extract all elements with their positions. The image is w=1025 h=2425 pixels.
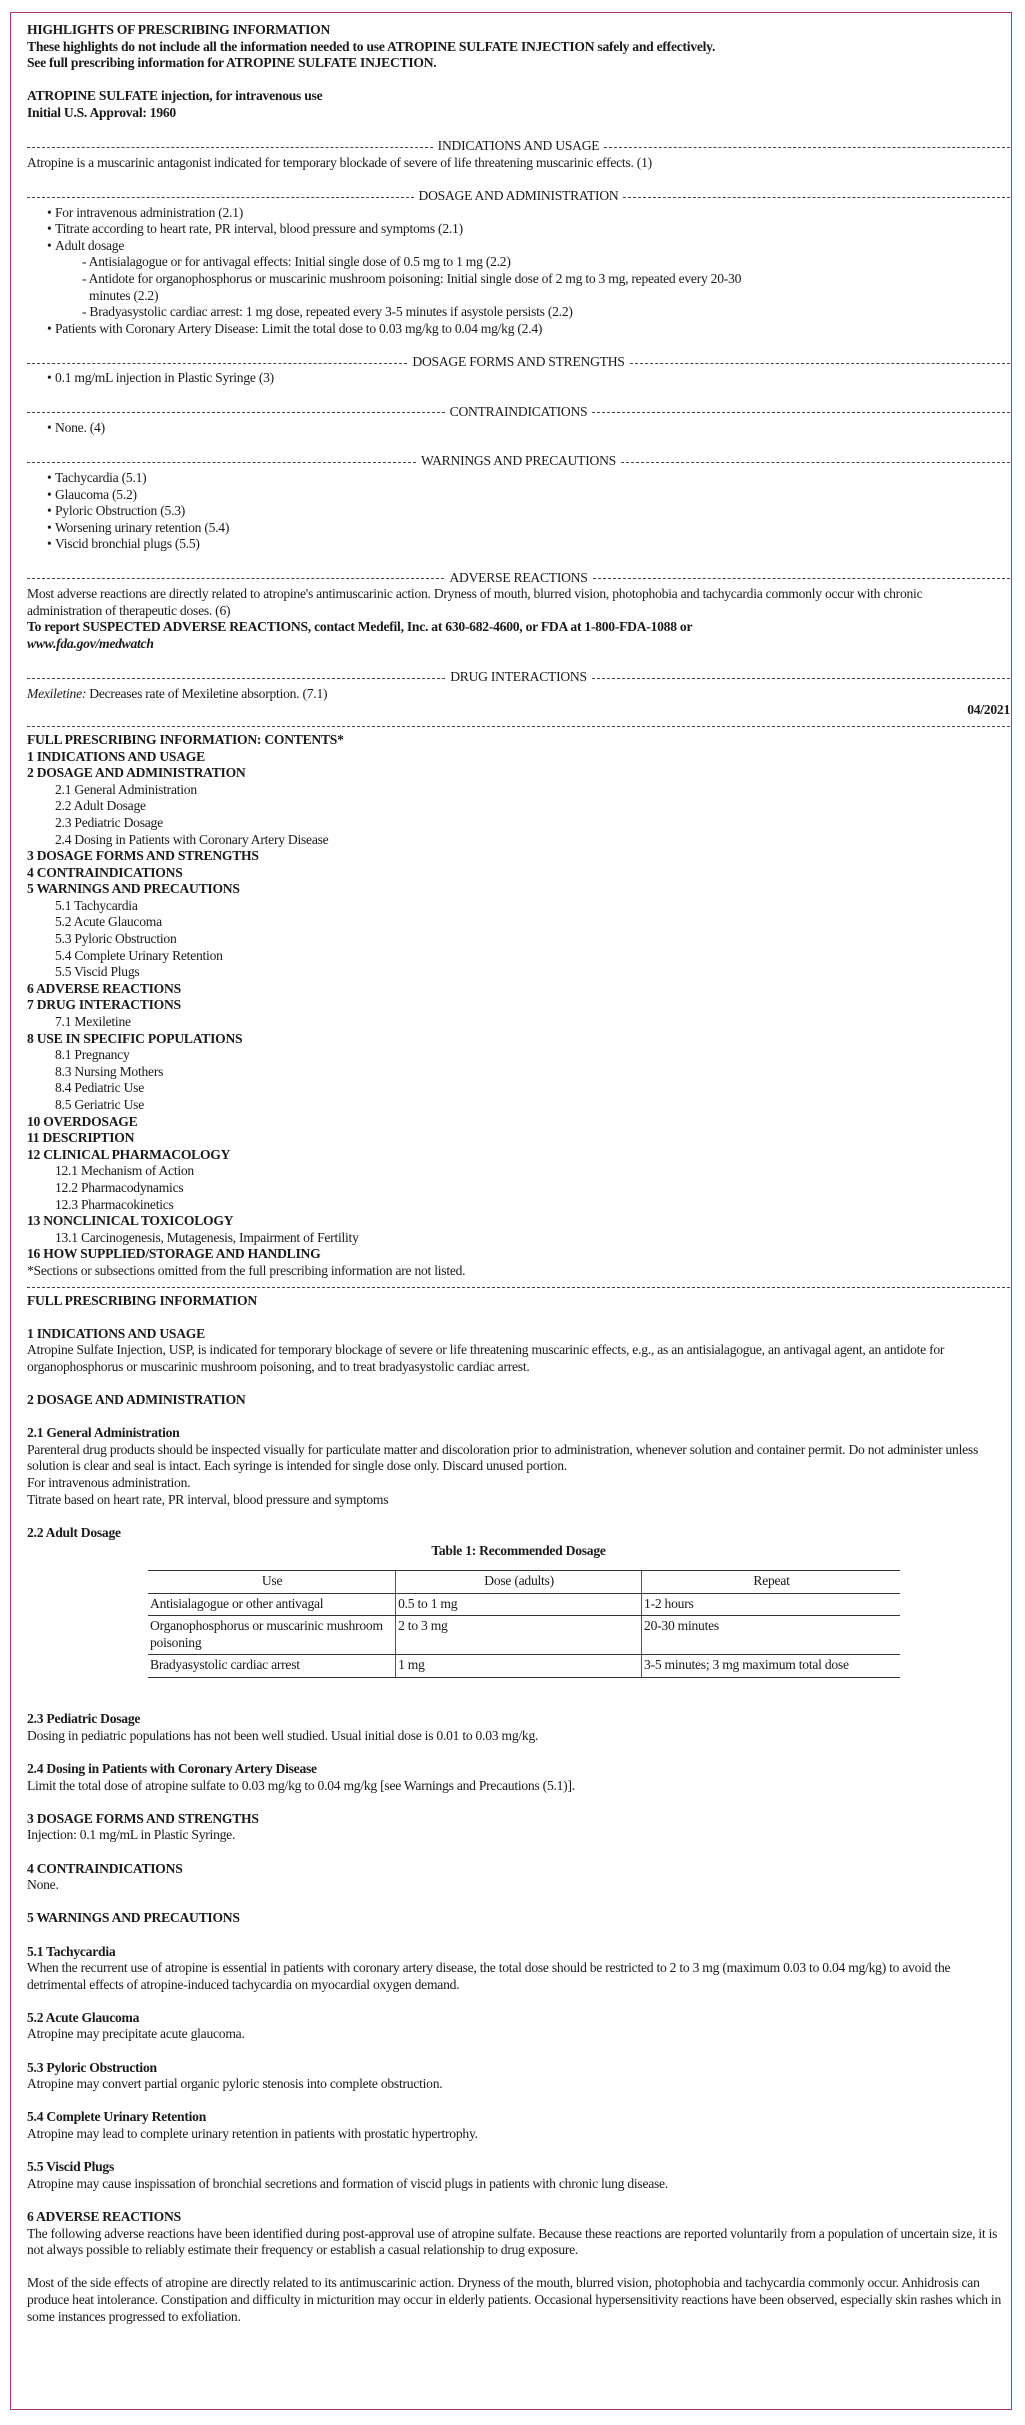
hl-warnings-bullet: • Glaucoma (5.2) <box>27 487 1007 504</box>
toc-subitem[interactable]: 5.2 Acute Glaucoma <box>55 914 162 930</box>
toc-item[interactable]: 10 OVERDOSAGE <box>27 1113 138 1129</box>
toc-subitem[interactable]: 12.3 Pharmacokinetics <box>55 1196 174 1212</box>
hl-adverse-header: ADVERSE REACTIONS <box>27 570 1010 587</box>
toc-item[interactable]: 6 ADVERSE REACTIONS <box>27 980 181 996</box>
drug-name: Mexiletine: <box>27 685 87 701</box>
section-text: Titrate based on heart rate, PR interval, blood pressure and symptoms <box>27 1491 389 1507</box>
toc-item[interactable]: 13 NONCLINICAL TOXICOLOGY <box>27 1213 234 1229</box>
table-caption: Table 1: Recommended Dosage <box>431 1543 606 1559</box>
table-row <box>148 1593 900 1616</box>
toc-subitem[interactable]: 12.1 Mechanism of Action <box>55 1163 194 1179</box>
hl-dosage-bullet: • For intravenous administration (2.1) <box>27 205 1007 222</box>
hl-dosage-subitem: - Antidote for organophosphorus or muscarinic mushroom poisoning: Initial single dose of 2 mg to 3 mg, repeated every 20-30 <box>82 270 742 286</box>
table-cell: 1 mg <box>396 1655 642 1678</box>
medwatch-link[interactable]: www.fda.gov/medwatch <box>27 635 154 651</box>
toc-subitem[interactable]: 5.5 Viscid Plugs <box>55 964 140 980</box>
section-heading: 4 CONTRAINDICATIONS <box>27 1860 183 1876</box>
highlights-title: HIGHLIGHTS OF PRESCRIBING INFORMATION <box>27 22 331 37</box>
toc-subitem[interactable]: 5.1 Tachycardia <box>55 897 138 913</box>
contents-title: FULL PRESCRIBING INFORMATION: CONTENTS* <box>27 731 344 747</box>
subsection-heading: 2.2 Adult Dosage <box>27 1524 121 1540</box>
hl-warnings-header: WARNINGS AND PRECAUTIONS <box>27 453 1010 470</box>
section-text: None. <box>27 1877 59 1893</box>
hl-dosage-subitem: - Bradyasystolic cardiac arrest: 1 mg dose, repeated every 3-5 minutes if asystole persists (2.2) <box>82 304 573 320</box>
hl-forms-header: DOSAGE FORMS AND STRENGTHS <box>27 354 1010 371</box>
toc-subitem[interactable]: 5.4 Complete Urinary Retention <box>55 947 223 963</box>
hl-interactions-text: Mexiletine: Decreases rate of Mexiletine absorption. (7.1) <box>27 685 328 701</box>
fpi-title: FULL PRESCRIBING INFORMATION <box>27 1292 257 1308</box>
highlights-see-full: See full prescribing information for ATROPINE SULFATE INJECTION. <box>27 55 437 71</box>
section-text: Atropine may convert partial organic pyloric stenosis into complete obstruction. <box>27 2076 443 2092</box>
subsection-heading: 5.3 Pyloric Obstruction <box>27 2059 157 2075</box>
toc-item[interactable]: 1 INDICATIONS AND USAGE <box>27 748 205 764</box>
toc-subitem[interactable]: 7.1 Mexiletine <box>55 1014 131 1030</box>
toc-subitem[interactable]: 8.4 Pediatric Use <box>55 1080 144 1096</box>
toc-item[interactable]: 5 WARNINGS AND PRECAUTIONS <box>27 881 240 897</box>
contents-section <box>27 732 1007 1280</box>
highlights-section <box>27 22 1010 719</box>
section-text: For intravenous administration. <box>27 1475 191 1491</box>
table-cell: 20-30 minutes <box>642 1616 900 1655</box>
toc-subitem[interactable]: 8.3 Nursing Mothers <box>55 1063 164 1079</box>
toc-subitem[interactable]: 12.2 Pharmacodynamics <box>55 1179 184 1195</box>
full-prescribing-section <box>27 1293 1007 2326</box>
table-cell: 2 to 3 mg <box>396 1616 642 1655</box>
hl-indications-header: INDICATIONS AND USAGE <box>27 138 1010 155</box>
divider <box>27 726 1010 727</box>
section-heading: 6 ADVERSE REACTIONS <box>27 2209 181 2224</box>
hl-warnings-bullet: • Viscid bronchial plugs (5.5) <box>27 536 1007 553</box>
recommended-dosage-table <box>148 1570 900 1678</box>
section-text: Atropine Sulfate Injection, USP, is indicated for temporary blockage of severe or life threatening muscarinic effects, e.g., as an antisialagogue, an antivagal agent, an antidote for organophosphorus or muscarinic mushroom poisoning, and to treat bradyasystolic cardiac arrest. <box>27 1342 945 1374</box>
toc-item[interactable]: 7 DRUG INTERACTIONS <box>27 997 181 1013</box>
hl-forms-bullet: • 0.1 mg/mL injection in Plastic Syringe (3) <box>27 370 1007 387</box>
toc-subitem[interactable]: 8.5 Geriatric Use <box>55 1097 144 1112</box>
toc-item[interactable]: 8 USE IN SPECIFIC POPULATIONS <box>27 1030 243 1046</box>
subsection-heading: 2.1 General Administration <box>27 1425 180 1441</box>
table-cell: 3-5 minutes; 3 mg maximum total dose <box>642 1655 900 1678</box>
table-cell: 1-2 hours <box>642 1593 900 1616</box>
toc-subitem[interactable]: 5.3 Pyloric Obstruction <box>55 931 177 947</box>
hl-contraindications-header: CONTRAINDICATIONS <box>27 404 1010 421</box>
section-heading: 3 DOSAGE FORMS AND STRENGTHS <box>27 1810 259 1826</box>
section-heading: 5 WARNINGS AND PRECAUTIONS <box>27 1910 240 1926</box>
hl-indications-text: Atropine is a muscarinic antagonist indicated for temporary blockade of severe of life threatening muscarinic effects. (1) <box>27 154 652 170</box>
toc-item[interactable]: 12 CLINICAL PHARMACOLOGY <box>27 1146 231 1162</box>
subsection-heading: 2.4 Dosing in Patients with Coronary Artery Disease <box>27 1760 317 1776</box>
hl-dosage-bullet: • Patients with Coronary Artery Disease: Limit the total dose to 0.03 mg/kg to 0.04 mg/kg (2.4) <box>27 321 1007 338</box>
subsection-heading: 2.3 Pediatric Dosage <box>27 1711 141 1727</box>
table-cell: Bradyasystolic cardiac arrest <box>148 1655 396 1678</box>
hl-dosage-subitem: - Antisialagogue or for antivagal effects: Initial single dose of 0.5 mg to 1 mg (2.2) <box>82 254 511 270</box>
column-header-use: Use <box>148 1571 396 1594</box>
highlights-disclaimer: These highlights do not include all the information needed to use ATROPINE SULFATE INJECTION safely and effectively. <box>27 38 716 54</box>
toc-item[interactable]: 4 CONTRAINDICATIONS <box>27 864 183 880</box>
hl-dosage-header: DOSAGE AND ADMINISTRATION <box>27 188 1010 205</box>
section-heading: 1 INDICATIONS AND USAGE <box>27 1325 205 1341</box>
section-text: Most of the side effects of atropine are directly related to its antimuscarinic action. Dryness of the mouth, blurred vision, photophobia and tachycardia commonly occur. Anhidrosis can produce heat intolerance. Constipation and difficulty in micturition may occur in elderly patients. Occasional hypersensitivity reactions have been observed, especially skin rashes which in some instances progressed to exfoliation. <box>27 2275 1001 2324</box>
toc-subitem[interactable]: 2.2 Adult Dosage <box>55 798 146 814</box>
hl-dosage-bullet: • Titrate according to heart rate, PR interval, blood pressure and symptoms (2.1) <box>27 221 1007 238</box>
section-text: When the recurrent use of atropine is essential in patients with coronary artery disease, the total dose should be restricted to 2 to 3 mg (maximum 0.03 to 0.04 mg/kg) to avoid the detrimental effects of atropine-induced tachycardia on myocardial oxygen demand. <box>27 1960 951 1992</box>
section-text: Atropine may lead to complete urinary retention in patients with prostatic hypertrophy. <box>27 2126 478 2142</box>
table-cell: Antisialagogue or other antivagal <box>148 1593 396 1616</box>
hl-warnings-bullet: • Pyloric Obstruction (5.3) <box>27 503 1007 520</box>
hl-dosage-bullet: • Adult dosage <box>27 238 1007 255</box>
hl-adverse-report: To report SUSPECTED ADVERSE REACTIONS, contact Medefil, Inc. at 630-682-4600, or FDA at 1-800-FDA-1088 or <box>27 619 693 635</box>
subsection-heading: 5.5 Viscid Plugs <box>27 2159 115 2175</box>
table-row <box>148 1655 900 1678</box>
hl-interactions-header: DRUG INTERACTIONS <box>27 669 1010 686</box>
column-header-repeat: Repeat <box>642 1571 900 1594</box>
subsection-heading: 5.4 Complete Urinary Retention <box>27 2109 207 2125</box>
section-text: Atropine may cause inspissation of bronchial secretions and formation of viscid plugs in patients with chronic lung disease. <box>27 2175 668 2191</box>
section-text: Parenteral drug products should be inspected visually for particulate matter and discoloration prior to administration, whenever solution and container permit. Do not administer unless solution is clear and seal is intact. Each syringe is intended for single dose only. Discard unused portion. <box>27 1441 978 1474</box>
toc-item[interactable]: 2 DOSAGE AND ADMINISTRATION <box>27 765 246 781</box>
section-text: Atropine may precipitate acute glaucoma. <box>27 2026 245 2042</box>
table-cell: Organophosphorus or muscarinic mushroom poisoning <box>148 1616 396 1655</box>
toc-subitem[interactable]: 8.1 Pregnancy <box>55 1047 130 1063</box>
initial-approval: Initial U.S. Approval: 1960 <box>27 104 176 120</box>
section-heading: 2 DOSAGE AND ADMINISTRATION <box>27 1392 246 1408</box>
section-text: Limit the total dose of atropine sulfate to 0.03 mg/kg to 0.04 mg/kg [see Warnings and Precautions (5.1)]. <box>27 1777 575 1793</box>
product-line: ATROPINE SULFATE injection, for intravenous use <box>27 88 323 104</box>
table-cell: 0.5 to 1 mg <box>396 1593 642 1616</box>
toc-subitem[interactable]: 2.4 Dosing in Patients with Coronary Artery Disease <box>55 831 329 847</box>
toc-item[interactable]: 11 DESCRIPTION <box>27 1130 135 1146</box>
prescribing-information-document <box>27 22 1010 2325</box>
subsection-heading: 5.1 Tachycardia <box>27 1943 116 1959</box>
table-header-row <box>148 1571 900 1594</box>
toc-subitem[interactable]: 2.1 General Administration <box>55 781 197 797</box>
hl-warnings-bullet: • Worsening urinary retention (5.4) <box>27 520 1007 537</box>
hl-dosage-subitem-cont: minutes (2.2) <box>89 287 159 303</box>
column-header-dose: Dose (adults) <box>396 1571 642 1594</box>
hl-adverse-text: Most adverse reactions are directly related to atropine's antimuscarinic action. Dryness of mouth, blurred vision, photophobia and tachycardia commonly occur with chronic administration of therapeutic doses. (6) <box>27 586 923 618</box>
section-text: Dosing in pediatric populations has not been well studied. Usual initial dose is 0.01 to 0.03 mg/kg. <box>27 1727 539 1743</box>
toc-subitem[interactable]: 2.3 Pediatric Dosage <box>55 814 163 830</box>
divider <box>27 1287 1010 1288</box>
section-text: Injection: 0.1 mg/mL in Plastic Syringe. <box>27 1827 236 1843</box>
toc-subitem[interactable]: 13.1 Carcinogenesis, Mutagenesis, Impairment of Fertility <box>55 1229 359 1245</box>
toc-item[interactable]: 3 DOSAGE FORMS AND STRENGTHS <box>27 848 259 864</box>
table-row <box>148 1616 900 1655</box>
section-text: The following adverse reactions have been identified during post-approval use of atropine sulfate. Because these reactions are reported voluntarily from a population of uncertain size, it is not always possible to reliably estimate their frequency or establish a casual relationship to drug exposure. <box>27 2225 998 2258</box>
revision-date: 04/2021 <box>967 702 1010 718</box>
hl-contraindications-bullet: • None. (4) <box>27 420 1007 437</box>
subsection-heading: 5.2 Acute Glaucoma <box>27 2009 140 2025</box>
toc-item[interactable]: 16 HOW SUPPLIED/STORAGE AND HANDLING <box>27 1246 321 1262</box>
hl-warnings-bullet: • Tachycardia (5.1) <box>27 470 1007 487</box>
toc-footnote: *Sections or subsections omitted from the full prescribing information are not listed. <box>27 1262 466 1278</box>
